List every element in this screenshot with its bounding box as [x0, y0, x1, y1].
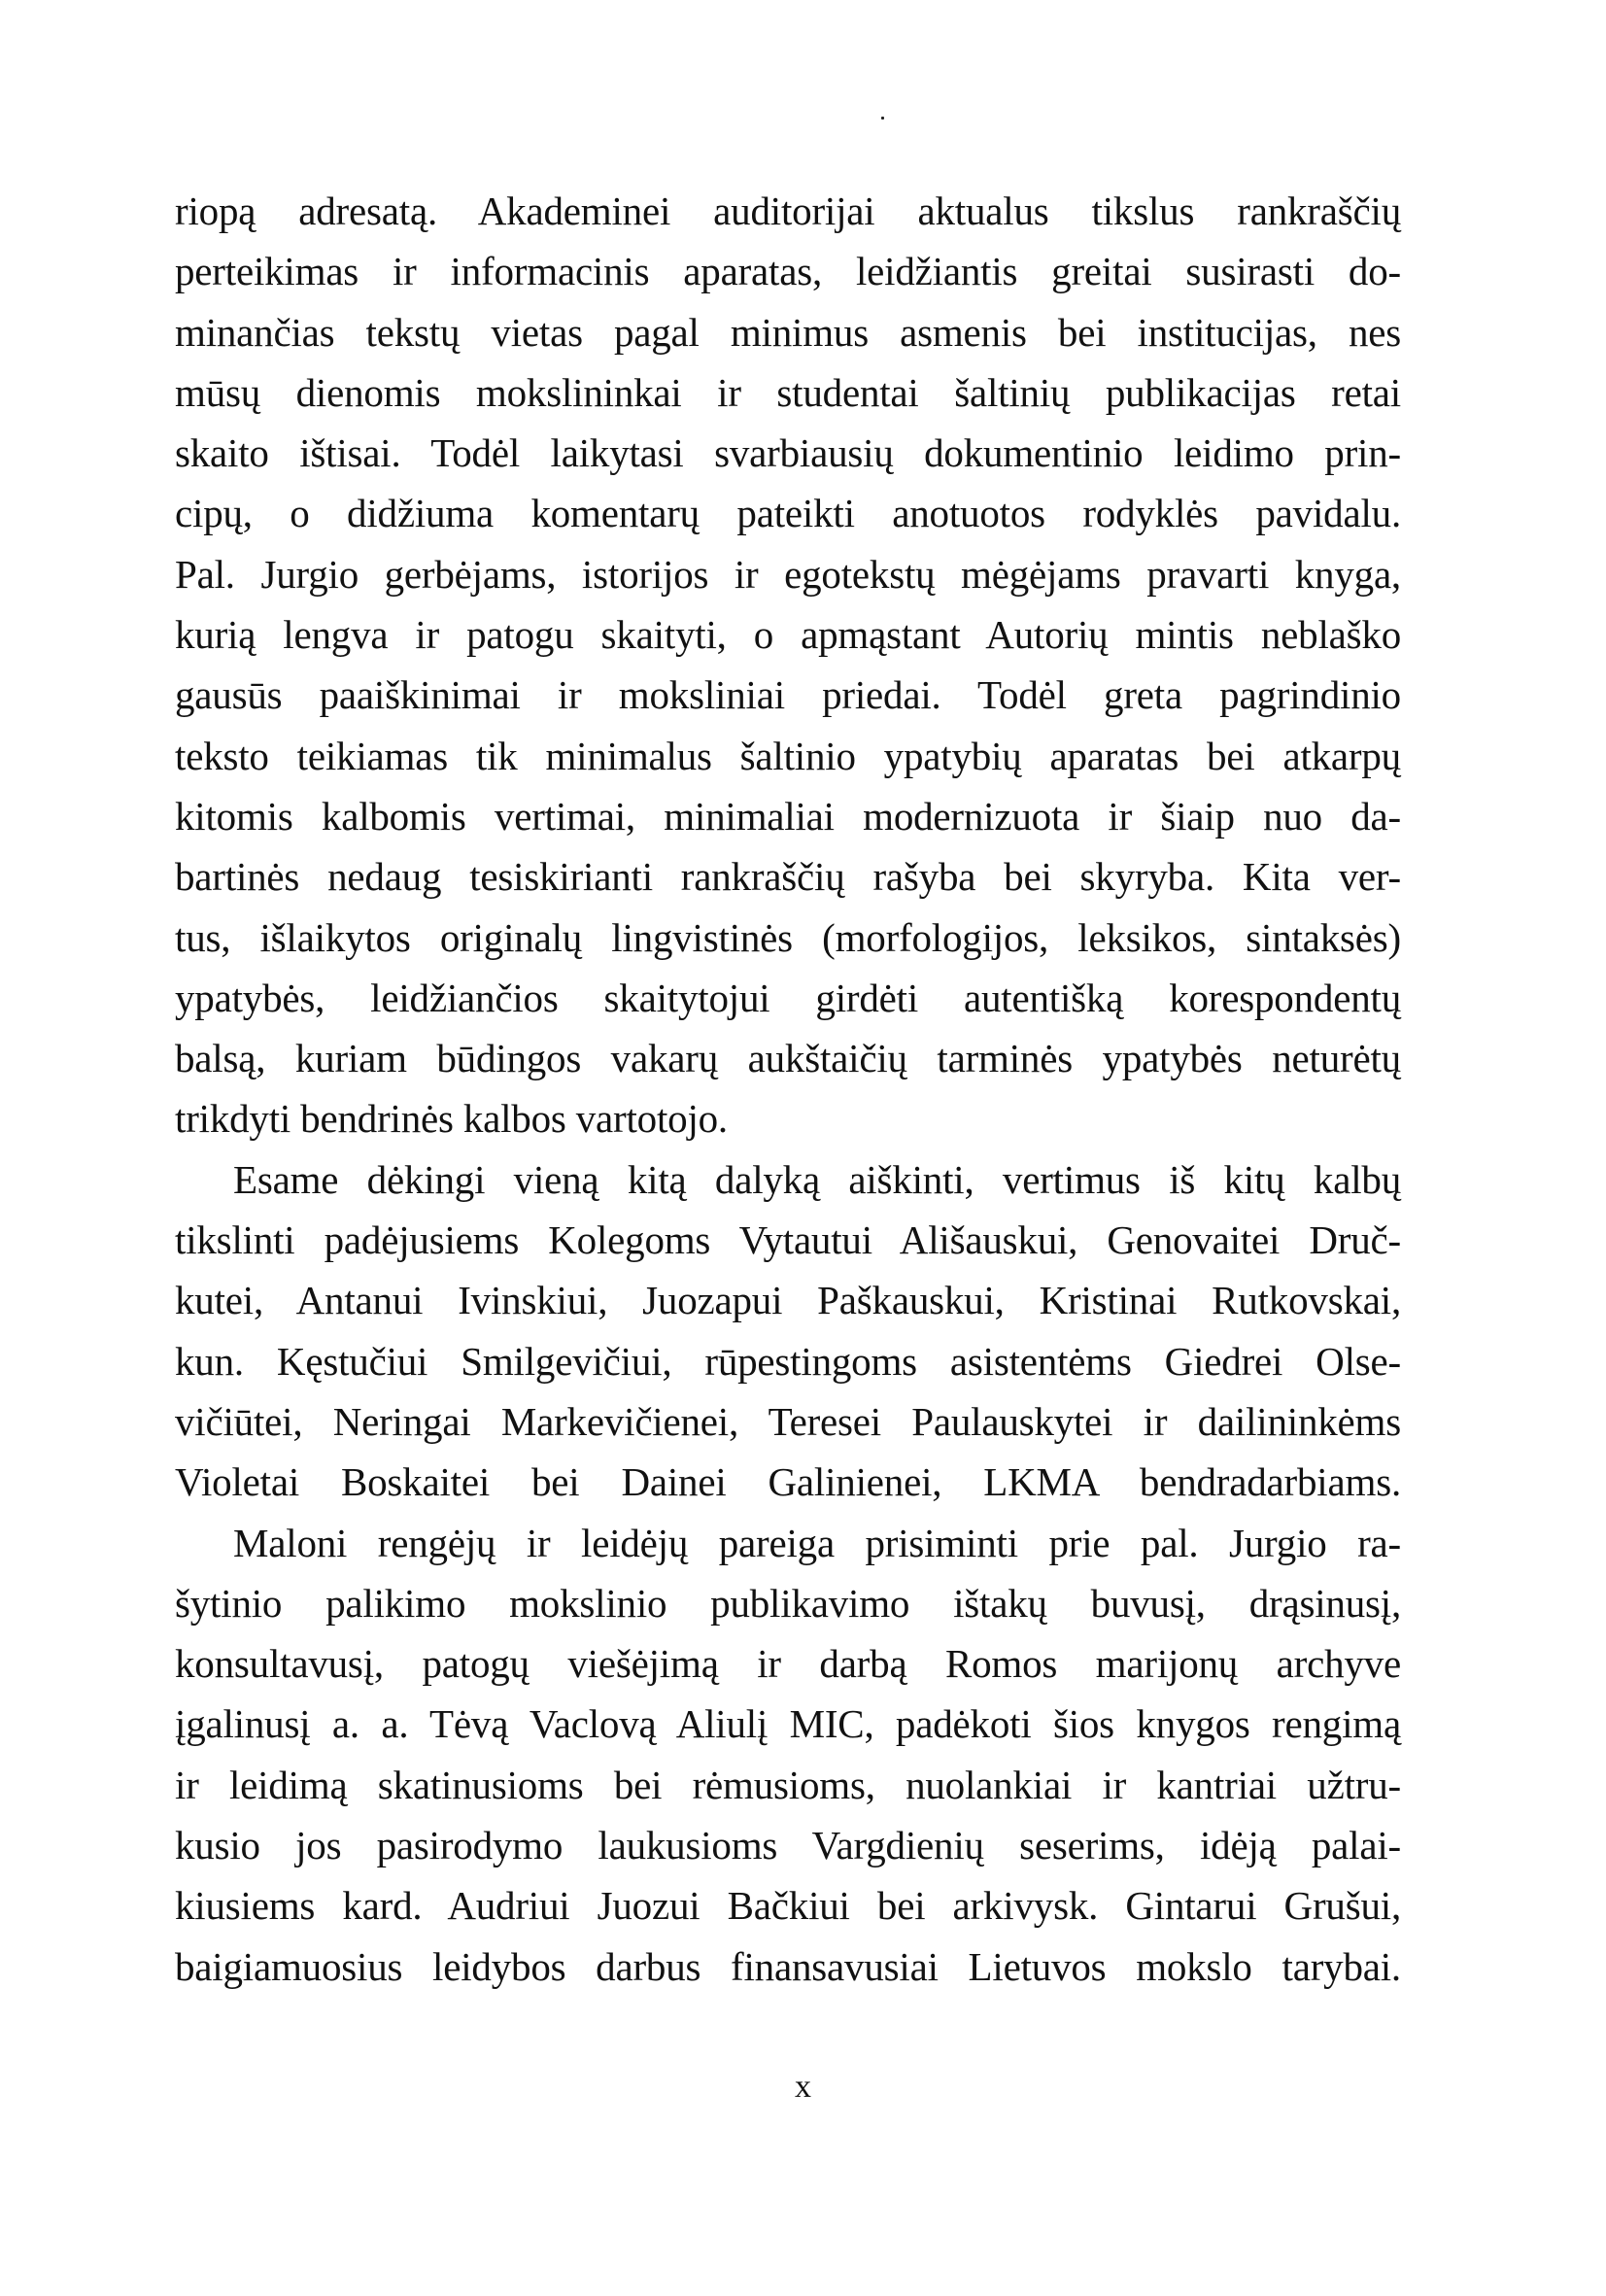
text-line: riopą adresatą. Akademinei auditorijai aktualus tikslus rankraščių — [175, 188, 1401, 233]
text-line: Pal. Jurgio gerbėjams, istorijos ir egotekstų mėgėjams pravarti knyga, — [175, 551, 1401, 597]
text-line: ypatybės, leidžiančios skaitytojui girdėti autentišką korespondentų — [175, 975, 1401, 1020]
text-line: trikdyti bendrinės kalbos vartotojo. — [175, 1096, 728, 1142]
page-number: x — [795, 2069, 811, 2105]
text-line: tus, išlaikytos originalų lingvistinės (morfologijos, leksikos, sintaksės) — [175, 914, 1401, 960]
text-line: baigiamuosius leidybos darbus finansavusiai Lietuvos mokslo tarybai. — [175, 1943, 1401, 1989]
text-line: konsultavusį, patogų viešėjimą ir darbą Romos marijonų archyve — [175, 1641, 1401, 1687]
text-line: tikslinti padėjusiems Kolegoms Vytautui Ališauskui, Genovaitei Druč- — [175, 1217, 1401, 1263]
text-line: kutei, Antanui Ivinskiui, Juozapui Paškauskui, Kristinai Rutkovskai, — [175, 1278, 1401, 1323]
text-line: Maloni rengėjų ir leidėjų pareiga prisiminti prie pal. Jurgio ra- — [233, 1520, 1401, 1565]
text-line: šytinio palikimo mokslinio publikavimo ištakų buvusį, drąsinusį, — [175, 1580, 1401, 1626]
text-line: įgalinusį a. a. Tėvą Vaclovą Aliulį MIC, padėkoti šios knygos rengimą — [175, 1701, 1401, 1747]
text-line: Esame dėkingi vieną kitą dalyką aiškinti, vertimus iš kitų kalbų — [233, 1156, 1401, 1202]
text-line: teksto teikiamas tik minimalus šaltinio ypatybių aparatas bei atkarpų — [175, 733, 1401, 778]
text-line: mūsų dienomis mokslininkai ir studentai šaltinių publikacijas retai — [175, 369, 1401, 415]
text-line: Violetai Boskaitei bei Dainei Galinienei, LKMA bendradarbiams. — [175, 1459, 1401, 1505]
text-line: kiusiems kard. Audriui Juozui Bačkiui bei arkivysk. Gintarui Grušui, — [175, 1883, 1401, 1929]
text-line: kitomis kalbomis vertimai, minimaliai modernizuota ir šiaip nuo da- — [175, 793, 1401, 839]
paragraph-3 — [175, 1513, 1401, 1997]
text-line: gausūs paaiškinimai ir moksliniai priedai. Todėl greta pagrindinio — [175, 672, 1401, 718]
paragraph-1 — [175, 181, 1401, 1149]
text-line: ir leidimą skatinusioms bei rėmusioms, nuolankiai ir kantriai užtru- — [175, 1762, 1401, 1807]
text-line: bartinės nedaug tesiskirianti rankraščių rašyba bei skyryba. Kita ver- — [175, 854, 1401, 900]
text-line: balsą, kuriam būdingos vakarų aukštaičių tarminės ypatybės neturėtų — [175, 1036, 1401, 1081]
paragraph-2 — [175, 1149, 1401, 1513]
text-line: cipų, o didžiuma komentarų pateikti anotuotos rodyklės pavidalu. — [175, 491, 1401, 536]
text-line: kun. Kęstučiui Smilgevičiui, rūpestingoms asistentėms Giedrei Olse- — [175, 1338, 1401, 1384]
text-line: perteikimas ir informacinis aparatas, leidžiantis greitai susirasti do- — [175, 249, 1401, 294]
text-line: vičiūtei, Neringai Markevičienei, Teresei Paulauskytei ir dailininkėms — [175, 1398, 1401, 1444]
body-text — [175, 181, 1401, 1997]
text-line: kurią lengva ir patogu skaityti, o apmąstant Autorių mintis neblaško — [175, 612, 1401, 658]
text-line: skaito ištisai. Todėl laikytasi svarbiausių dokumentinio leidimo prin- — [175, 430, 1401, 476]
scan-speck — [881, 117, 884, 120]
text-line: minančias tekstų vietas pagal minimus asmenis bei institucijas, nes — [175, 309, 1401, 355]
text-line: kusio jos pasirodymo laukusioms Vargdienių seserims, idėją palai- — [175, 1823, 1401, 1868]
